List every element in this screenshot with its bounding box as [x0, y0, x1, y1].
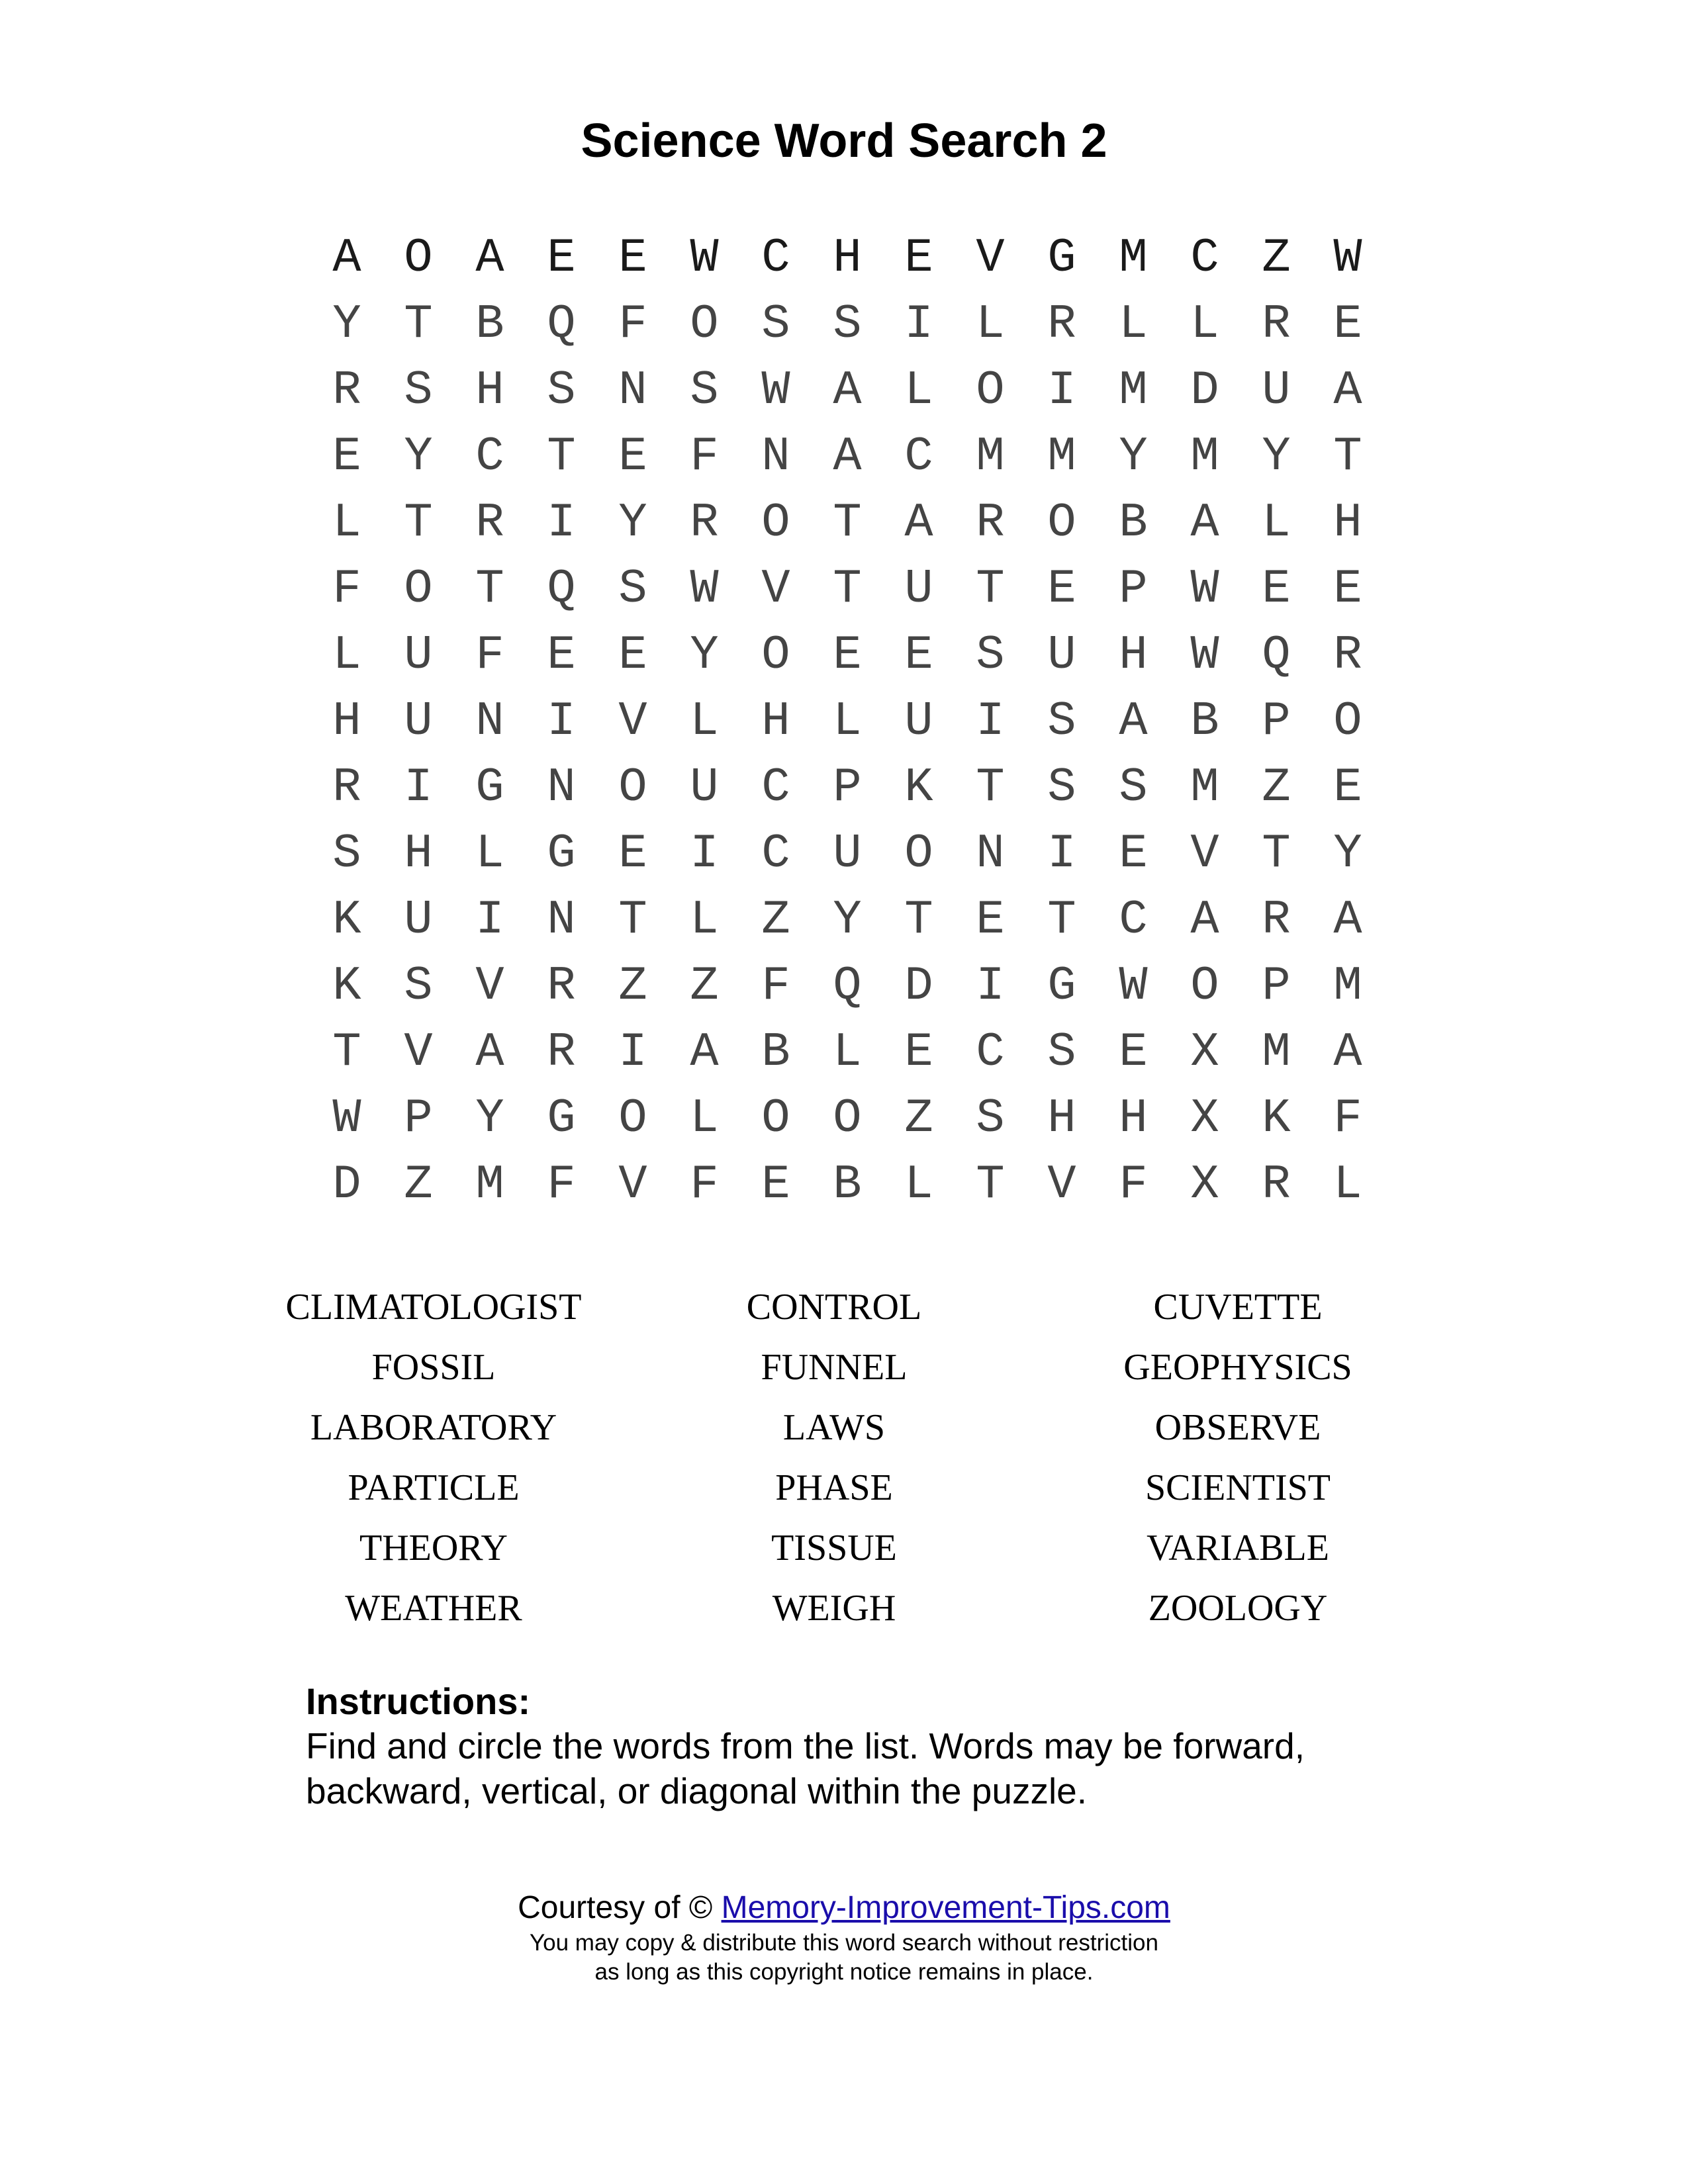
grid-cell: V — [1047, 1158, 1076, 1212]
grid-cell: X — [1190, 1091, 1219, 1146]
grid-cell: M — [1190, 430, 1219, 484]
grid-cell: L — [904, 1158, 933, 1212]
grid-cell: M — [1333, 959, 1362, 1013]
grid-cell: I — [1047, 827, 1076, 881]
grid-cell: A — [690, 1025, 719, 1079]
grid-cell: R — [690, 496, 719, 550]
grid-cell: O — [976, 363, 1005, 418]
grid-cell: Z — [1262, 760, 1291, 815]
grid-cell: N — [618, 363, 647, 418]
grid-cell: H — [332, 694, 361, 749]
grid-cell: M — [1119, 231, 1148, 285]
grid-cell: Y — [618, 496, 647, 550]
grid-cell: E — [1262, 562, 1291, 616]
grid-cell: L — [1190, 297, 1219, 351]
grid-cell: S — [547, 363, 576, 418]
word-list-item: WEIGH — [772, 1588, 896, 1629]
grid-cell: R — [332, 363, 361, 418]
grid-cell: Y — [833, 893, 862, 947]
grid-cell: H — [1119, 628, 1148, 682]
grid-cell: K — [904, 760, 933, 815]
grid-cell: Z — [618, 959, 647, 1013]
grid-cell: E — [904, 1025, 933, 1079]
grid-cell: Z — [404, 1158, 433, 1212]
grid-cell: V — [1190, 827, 1219, 881]
grid-cell: E — [332, 430, 361, 484]
grid-cell: Z — [904, 1091, 933, 1146]
grid-cell: I — [690, 827, 719, 881]
grid-cell: G — [547, 1091, 576, 1146]
grid-cell: G — [475, 760, 504, 815]
word-list-item: FOSSIL — [371, 1347, 496, 1388]
grid-cell: U — [904, 694, 933, 749]
grid-cell: W — [761, 363, 790, 418]
courtesy-link[interactable]: Memory-Improvement-Tips.com — [721, 1890, 1170, 1925]
grid-cell: Q — [547, 297, 576, 351]
grid-cell: E — [547, 231, 576, 285]
copyright-notice-line-1: You may copy & distribute this word search without restriction — [530, 1930, 1158, 1956]
grid-cell: L — [833, 1025, 862, 1079]
grid-cell: B — [475, 297, 504, 351]
grid-cell: L — [1262, 496, 1291, 550]
grid-cell: M — [1047, 430, 1076, 484]
grid-cell: L — [475, 827, 504, 881]
grid-cell: A — [904, 496, 933, 550]
grid-cell: A — [1119, 694, 1148, 749]
grid-cell: T — [332, 1025, 361, 1079]
grid-cell: O — [833, 1091, 862, 1146]
grid-cell: B — [1119, 496, 1148, 550]
grid-cell: U — [404, 628, 433, 682]
word-list — [232, 1277, 1423, 1639]
grid-cell: S — [404, 959, 433, 1013]
grid-cell: R — [1047, 297, 1076, 351]
grid-cell: V — [404, 1025, 433, 1079]
grid-cell: T — [904, 893, 933, 947]
grid-cell: O — [404, 231, 433, 285]
grid-cell: O — [761, 1091, 790, 1146]
grid-cell: K — [332, 959, 361, 1013]
grid-cell: E — [833, 628, 862, 682]
grid-cell: O — [761, 628, 790, 682]
grid-cell: S — [1047, 694, 1076, 749]
instructions — [306, 1680, 1431, 1813]
grid-cell: W — [690, 231, 719, 285]
grid-cell: S — [976, 628, 1005, 682]
grid-cell: N — [475, 694, 504, 749]
word-list-item: GEOPHYSICS — [1123, 1347, 1352, 1388]
grid-cell: U — [1047, 628, 1076, 682]
courtesy-prefix: Courtesy of © — [518, 1890, 713, 1925]
grid-cell: Y — [1333, 827, 1362, 881]
puzzle-grid — [311, 225, 1383, 1218]
grid-cell: I — [976, 694, 1005, 749]
word-list-item: CUVETTE — [1153, 1287, 1323, 1328]
word-list-item: VARIABLE — [1147, 1527, 1329, 1569]
grid-cell: E — [1119, 1025, 1148, 1079]
grid-cell: E — [618, 628, 647, 682]
grid-cell: L — [332, 496, 361, 550]
grid-cell: O — [618, 760, 647, 815]
grid-cell: W — [690, 562, 719, 616]
grid-cell: T — [1262, 827, 1291, 881]
grid-cell: B — [761, 1025, 790, 1079]
grid-cell: G — [1047, 231, 1076, 285]
grid-cell: U — [833, 827, 862, 881]
grid-cell: V — [618, 1158, 647, 1212]
word-list-item: TISSUE — [771, 1527, 897, 1569]
grid-cell: A — [475, 1025, 504, 1079]
grid-cell: Y — [1119, 430, 1148, 484]
grid-cell: N — [761, 430, 790, 484]
grid-cell: A — [1333, 893, 1362, 947]
grid-cell: W — [332, 1091, 361, 1146]
grid-cell: Q — [1262, 628, 1291, 682]
grid-cell: A — [1190, 893, 1219, 947]
grid-cell: R — [1262, 1158, 1291, 1212]
grid-cell: E — [904, 628, 933, 682]
grid-cell: M — [1119, 363, 1148, 418]
page-title: Science Word Search 2 — [581, 114, 1107, 167]
grid-cell: S — [1119, 760, 1148, 815]
grid-cell: U — [1262, 363, 1291, 418]
grid-cell: R — [1333, 628, 1362, 682]
grid-cell: Y — [332, 297, 361, 351]
grid-cell: U — [404, 694, 433, 749]
grid-cell: H — [404, 827, 433, 881]
grid-cell: E — [1119, 827, 1148, 881]
grid-cell: E — [618, 827, 647, 881]
grid-cell: T — [976, 1158, 1005, 1212]
grid-cell: L — [1119, 297, 1148, 351]
grid-cell: T — [404, 297, 433, 351]
grid-cell: O — [1333, 694, 1362, 749]
word-list-item: CLIMATOLOGIST — [285, 1287, 582, 1328]
grid-cell: K — [1262, 1091, 1291, 1146]
grid-cell: Y — [404, 430, 433, 484]
grid-cell: L — [690, 893, 719, 947]
grid-cell: Q — [833, 959, 862, 1013]
word-list-item: LABORATORY — [310, 1407, 557, 1448]
grid-cell: I — [618, 1025, 647, 1079]
grid-cell: L — [833, 694, 862, 749]
grid-cell: G — [547, 827, 576, 881]
grid-cell: V — [618, 694, 647, 749]
copyright-notice-line-2: as long as this copyright notice remains in place. — [594, 1959, 1094, 1985]
footer — [0, 1888, 1688, 1987]
grid-cell: P — [1119, 562, 1148, 616]
grid-cell: Z — [1262, 231, 1291, 285]
grid-cell: A — [1333, 363, 1362, 418]
grid-cell: M — [475, 1158, 504, 1212]
grid-cell: C — [1119, 893, 1148, 947]
grid-cell: S — [332, 827, 361, 881]
grid-cell: Y — [690, 628, 719, 682]
grid-cell: C — [761, 827, 790, 881]
grid-cell: R — [547, 1025, 576, 1079]
word-list-item: PARTICLE — [348, 1467, 520, 1508]
grid-cell: X — [1190, 1025, 1219, 1079]
grid-cell: B — [833, 1158, 862, 1212]
grid-cell: F — [690, 1158, 719, 1212]
grid-cell: E — [1333, 760, 1362, 815]
grid-cell: A — [1190, 496, 1219, 550]
grid-cell: O — [1190, 959, 1219, 1013]
grid-cell: S — [1047, 1025, 1076, 1079]
grid-cell: F — [332, 562, 361, 616]
grid-cell: E — [1333, 562, 1362, 616]
grid-cell: H — [1333, 496, 1362, 550]
grid-cell: C — [904, 430, 933, 484]
grid-cell: T — [475, 562, 504, 616]
grid-cell: R — [1262, 893, 1291, 947]
grid-cell: C — [1190, 231, 1219, 285]
grid-cell: E — [618, 231, 647, 285]
grid-cell: R — [332, 760, 361, 815]
grid-cell: F — [1333, 1091, 1362, 1146]
grid-cell: A — [833, 363, 862, 418]
grid-cell: O — [904, 827, 933, 881]
grid-cell: A — [332, 231, 361, 285]
grid-cell: H — [833, 231, 862, 285]
grid-cell: M — [1190, 760, 1219, 815]
grid-cell: L — [690, 1091, 719, 1146]
grid-cell: A — [475, 231, 504, 285]
grid-cell: P — [833, 760, 862, 815]
grid-cell: M — [976, 430, 1005, 484]
grid-cell: P — [404, 1091, 433, 1146]
grid-cell: X — [1190, 1158, 1219, 1212]
grid-cell: F — [618, 297, 647, 351]
grid-cell: T — [833, 562, 862, 616]
grid-cell: O — [404, 562, 433, 616]
grid-cell: E — [618, 430, 647, 484]
grid-cell: A — [1333, 1025, 1362, 1079]
grid-cell: H — [475, 363, 504, 418]
grid-cell: T — [1333, 430, 1362, 484]
word-list-item: ZOOLOGY — [1148, 1588, 1328, 1629]
courtesy-line — [0, 1888, 1688, 1929]
grid-cell: E — [547, 628, 576, 682]
grid-cell: T — [1047, 893, 1076, 947]
grid-cell: N — [547, 760, 576, 815]
grid-cell: E — [1333, 297, 1362, 351]
grid-cell: F — [690, 430, 719, 484]
grid-cell: L — [332, 628, 361, 682]
grid-cell: F — [761, 959, 790, 1013]
grid-cell: Z — [761, 893, 790, 947]
grid-cell: O — [618, 1091, 647, 1146]
grid-cell: O — [690, 297, 719, 351]
grid-cell: Q — [547, 562, 576, 616]
grid-cell: K — [332, 893, 361, 947]
word-list-item: SCIENTIST — [1145, 1467, 1331, 1508]
grid-cell: C — [475, 430, 504, 484]
grid-cell: T — [618, 893, 647, 947]
grid-cell: E — [1047, 562, 1076, 616]
grid-cell: S — [404, 363, 433, 418]
grid-cell: S — [690, 363, 719, 418]
grid-cell: R — [976, 496, 1005, 550]
grid-cell: Y — [475, 1091, 504, 1146]
grid-cell: T — [833, 496, 862, 550]
grid-cell: U — [690, 760, 719, 815]
grid-cell: R — [475, 496, 504, 550]
grid-cell: F — [1119, 1158, 1148, 1212]
grid-cell: S — [1047, 760, 1076, 815]
grid-cell: F — [547, 1158, 576, 1212]
grid-cell: E — [976, 893, 1005, 947]
grid-cell: I — [404, 760, 433, 815]
grid-cell: C — [976, 1025, 1005, 1079]
grid-cell: O — [761, 496, 790, 550]
grid-cell: C — [761, 231, 790, 285]
grid-cell: I — [547, 694, 576, 749]
grid-cell: I — [976, 959, 1005, 1013]
grid-cell: T — [404, 496, 433, 550]
grid-cell: D — [904, 959, 933, 1013]
grid-cell: L — [976, 297, 1005, 351]
grid-cell: V — [761, 562, 790, 616]
grid-cell: V — [976, 231, 1005, 285]
grid-cell: I — [904, 297, 933, 351]
grid-cell: S — [833, 297, 862, 351]
grid-cell: N — [547, 893, 576, 947]
grid-cell: T — [976, 562, 1005, 616]
grid-cell: L — [690, 694, 719, 749]
grid-cell: R — [547, 959, 576, 1013]
grid-cell: C — [761, 760, 790, 815]
grid-cell: I — [475, 893, 504, 947]
grid-cell: S — [761, 297, 790, 351]
grid-cell: W — [1333, 231, 1362, 285]
grid-cell: I — [1047, 363, 1076, 418]
grid-cell: O — [1047, 496, 1076, 550]
grid-cell: M — [1262, 1025, 1291, 1079]
word-list-item: CONTROL — [746, 1287, 922, 1328]
grid-cell: G — [1047, 959, 1076, 1013]
word-list-item: PHASE — [775, 1467, 893, 1508]
grid-cell: I — [547, 496, 576, 550]
grid-cell: P — [1262, 959, 1291, 1013]
grid-cell: V — [475, 959, 504, 1013]
instructions-heading: Instructions: — [306, 1680, 531, 1722]
word-list-item: WEATHER — [345, 1588, 522, 1629]
instructions-text: Find and circle the words from the list. Words may be forward, backward, vertical, or diagonal within the puzzle. — [306, 1725, 1305, 1811]
grid-cell: U — [404, 893, 433, 947]
grid-cell: H — [1119, 1091, 1148, 1146]
grid-cell: D — [332, 1158, 361, 1212]
grid-cell: N — [976, 827, 1005, 881]
grid-cell: U — [904, 562, 933, 616]
grid-cell: D — [1190, 363, 1219, 418]
word-list-item: LAWS — [782, 1407, 886, 1448]
grid-cell: A — [833, 430, 862, 484]
grid-cell: H — [761, 694, 790, 749]
grid-cell: Y — [1262, 430, 1291, 484]
grid-cell: E — [761, 1158, 790, 1212]
grid-cell: T — [547, 430, 576, 484]
grid-cell: E — [904, 231, 933, 285]
grid-cell: P — [1262, 694, 1291, 749]
grid-cell: B — [1190, 694, 1219, 749]
word-list-item: FUNNEL — [761, 1347, 908, 1388]
grid-cell: W — [1190, 628, 1219, 682]
grid-cell: L — [904, 363, 933, 418]
grid-cell: T — [976, 760, 1005, 815]
grid-cell: W — [1190, 562, 1219, 616]
grid-cell: F — [475, 628, 504, 682]
word-list-item: OBSERVE — [1154, 1407, 1321, 1448]
grid-cell: H — [1047, 1091, 1076, 1146]
grid-cell: R — [1262, 297, 1291, 351]
grid-cell: Z — [690, 959, 719, 1013]
grid-cell: S — [618, 562, 647, 616]
grid-cell: S — [976, 1091, 1005, 1146]
grid-cell: L — [1333, 1158, 1362, 1212]
grid-cell: W — [1119, 959, 1148, 1013]
word-list-item: THEORY — [359, 1527, 508, 1569]
